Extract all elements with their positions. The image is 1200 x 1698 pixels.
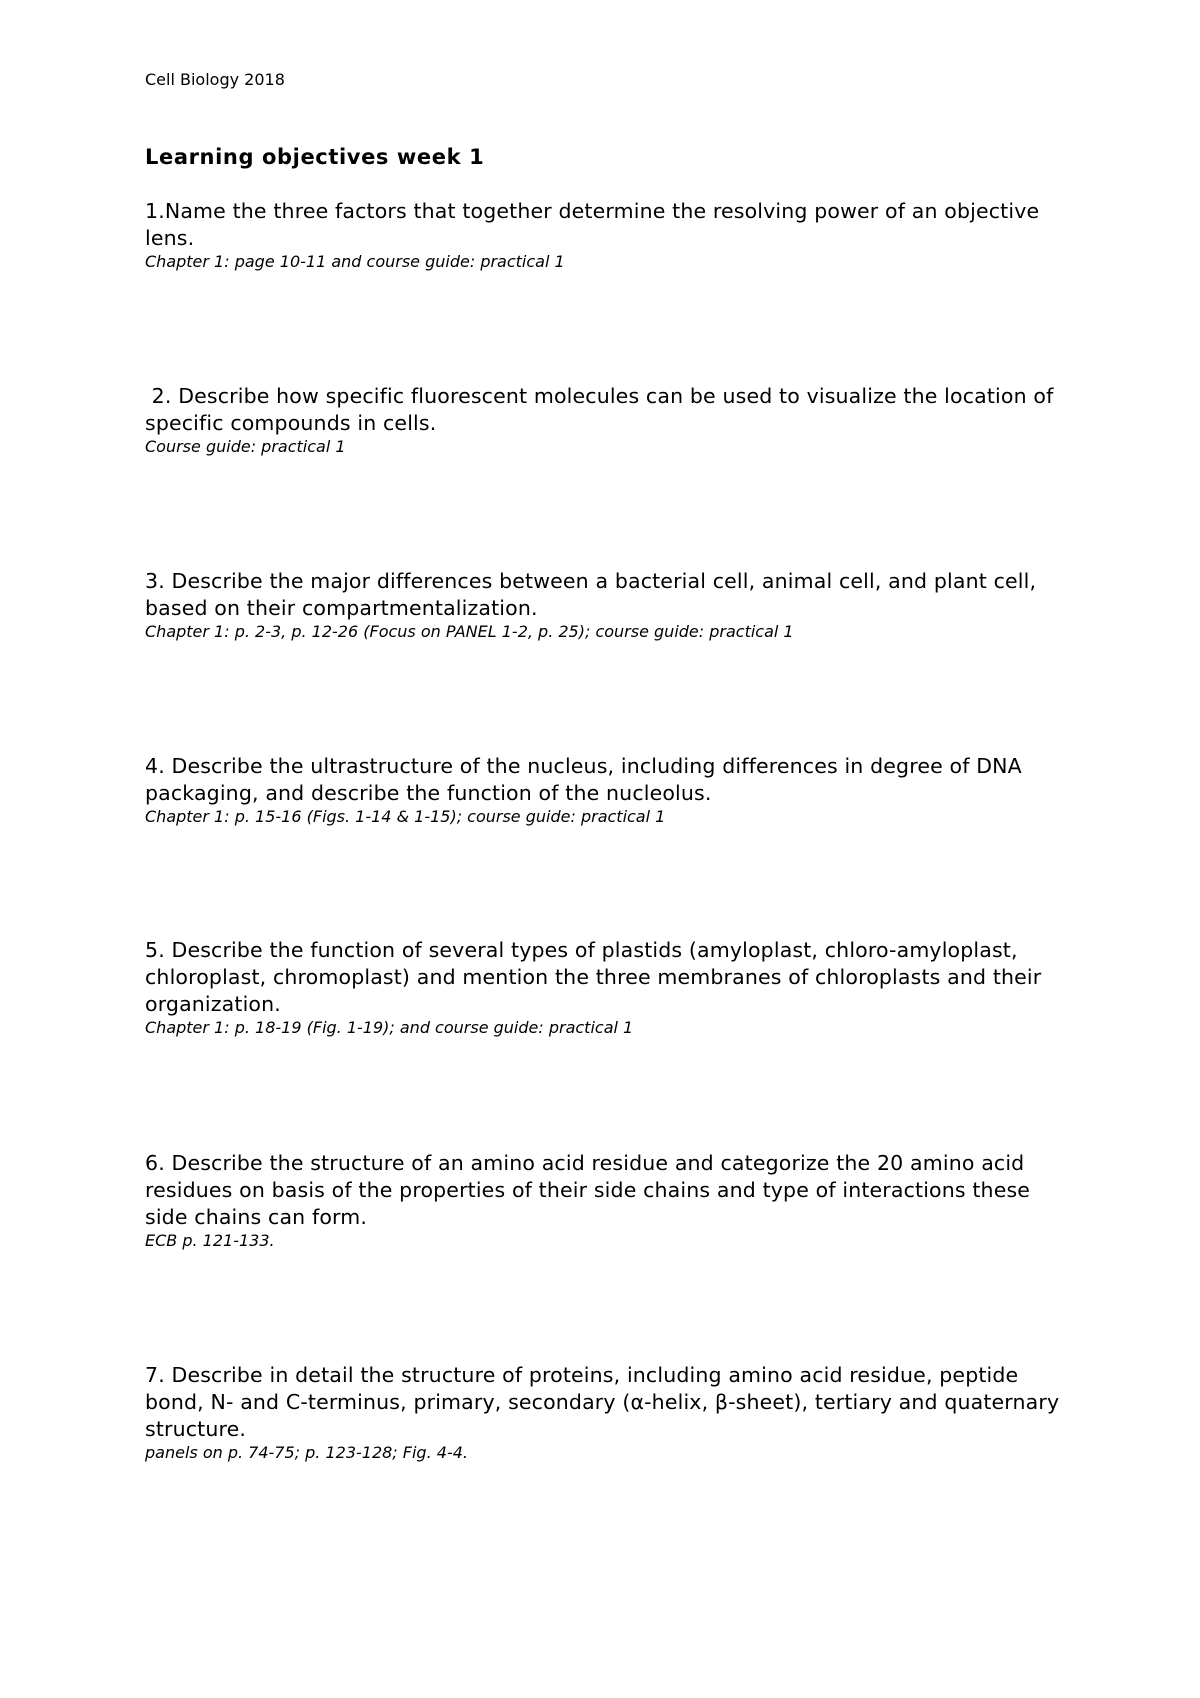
objective-text: 4. Describe the ultrastructure of the nucleus, including differences in degree of DNA packaging, and describe the function of the nucleolus. [145,754,1022,805]
objective-reference: Course guide: practical 1 [145,437,346,456]
learning-objective-4 [145,753,1075,827]
page-title: Learning objectives week 1 [145,145,485,169]
learning-objective-5 [145,937,1075,1038]
learning-objective-7 [145,1362,1075,1463]
objective-text: 3. Describe the major differences between a bacterial cell, animal cell, and plant cell, based on their compartmentalization. [145,569,1037,620]
objective-text: 5. Describe the function of several types of plastids (amyloplast, chloro-amyloplast, chloroplast, chromoplast) and mention the three membranes of chloroplasts and their organization. [145,938,1042,1016]
objective-text: 1.Name the three factors that together determine the resolving power of an objective lens. [145,199,1040,250]
learning-objective-2 [145,383,1075,457]
learning-objective-3 [145,568,1075,642]
objective-text: 6. Describe the structure of an amino acid residue and categorize the 20 amino acid residues on basis of the properties of their side chains and type of interactions these side chains can form. [145,1151,1031,1229]
learning-objective-1 [145,198,1075,272]
learning-objective-6 [145,1150,1075,1251]
objective-reference: panels on p. 74-75; p. 123-128; Fig. 4-4. [145,1443,468,1462]
objective-reference: Chapter 1: p. 18-19 (Fig. 1-19); and course guide: practical 1 [145,1018,634,1037]
objective-text: 7. Describe in detail the structure of proteins, including amino acid residue, peptide bond, N- and C-terminus, primary, secondary (α-helix, β-sheet), tertiary and quaternary structure. [145,1363,1060,1441]
objective-reference: ECB p. 121-133. [145,1231,275,1250]
objective-reference: Chapter 1: p. 2-3, p. 12-26 (Focus on PANEL 1-2, p. 25); course guide: practical 1 [145,622,794,641]
objective-reference: Chapter 1: p. 15-16 (Figs. 1-14 & 1-15); course guide: practical 1 [145,807,666,826]
course-header: Cell Biology 2018 [145,70,285,89]
objective-text: 2. Describe how specific fluorescent molecules can be used to visualize the location of specific compounds in cells. [145,384,1061,435]
objective-reference: Chapter 1: page 10-11 and course guide: practical 1 [145,252,565,271]
